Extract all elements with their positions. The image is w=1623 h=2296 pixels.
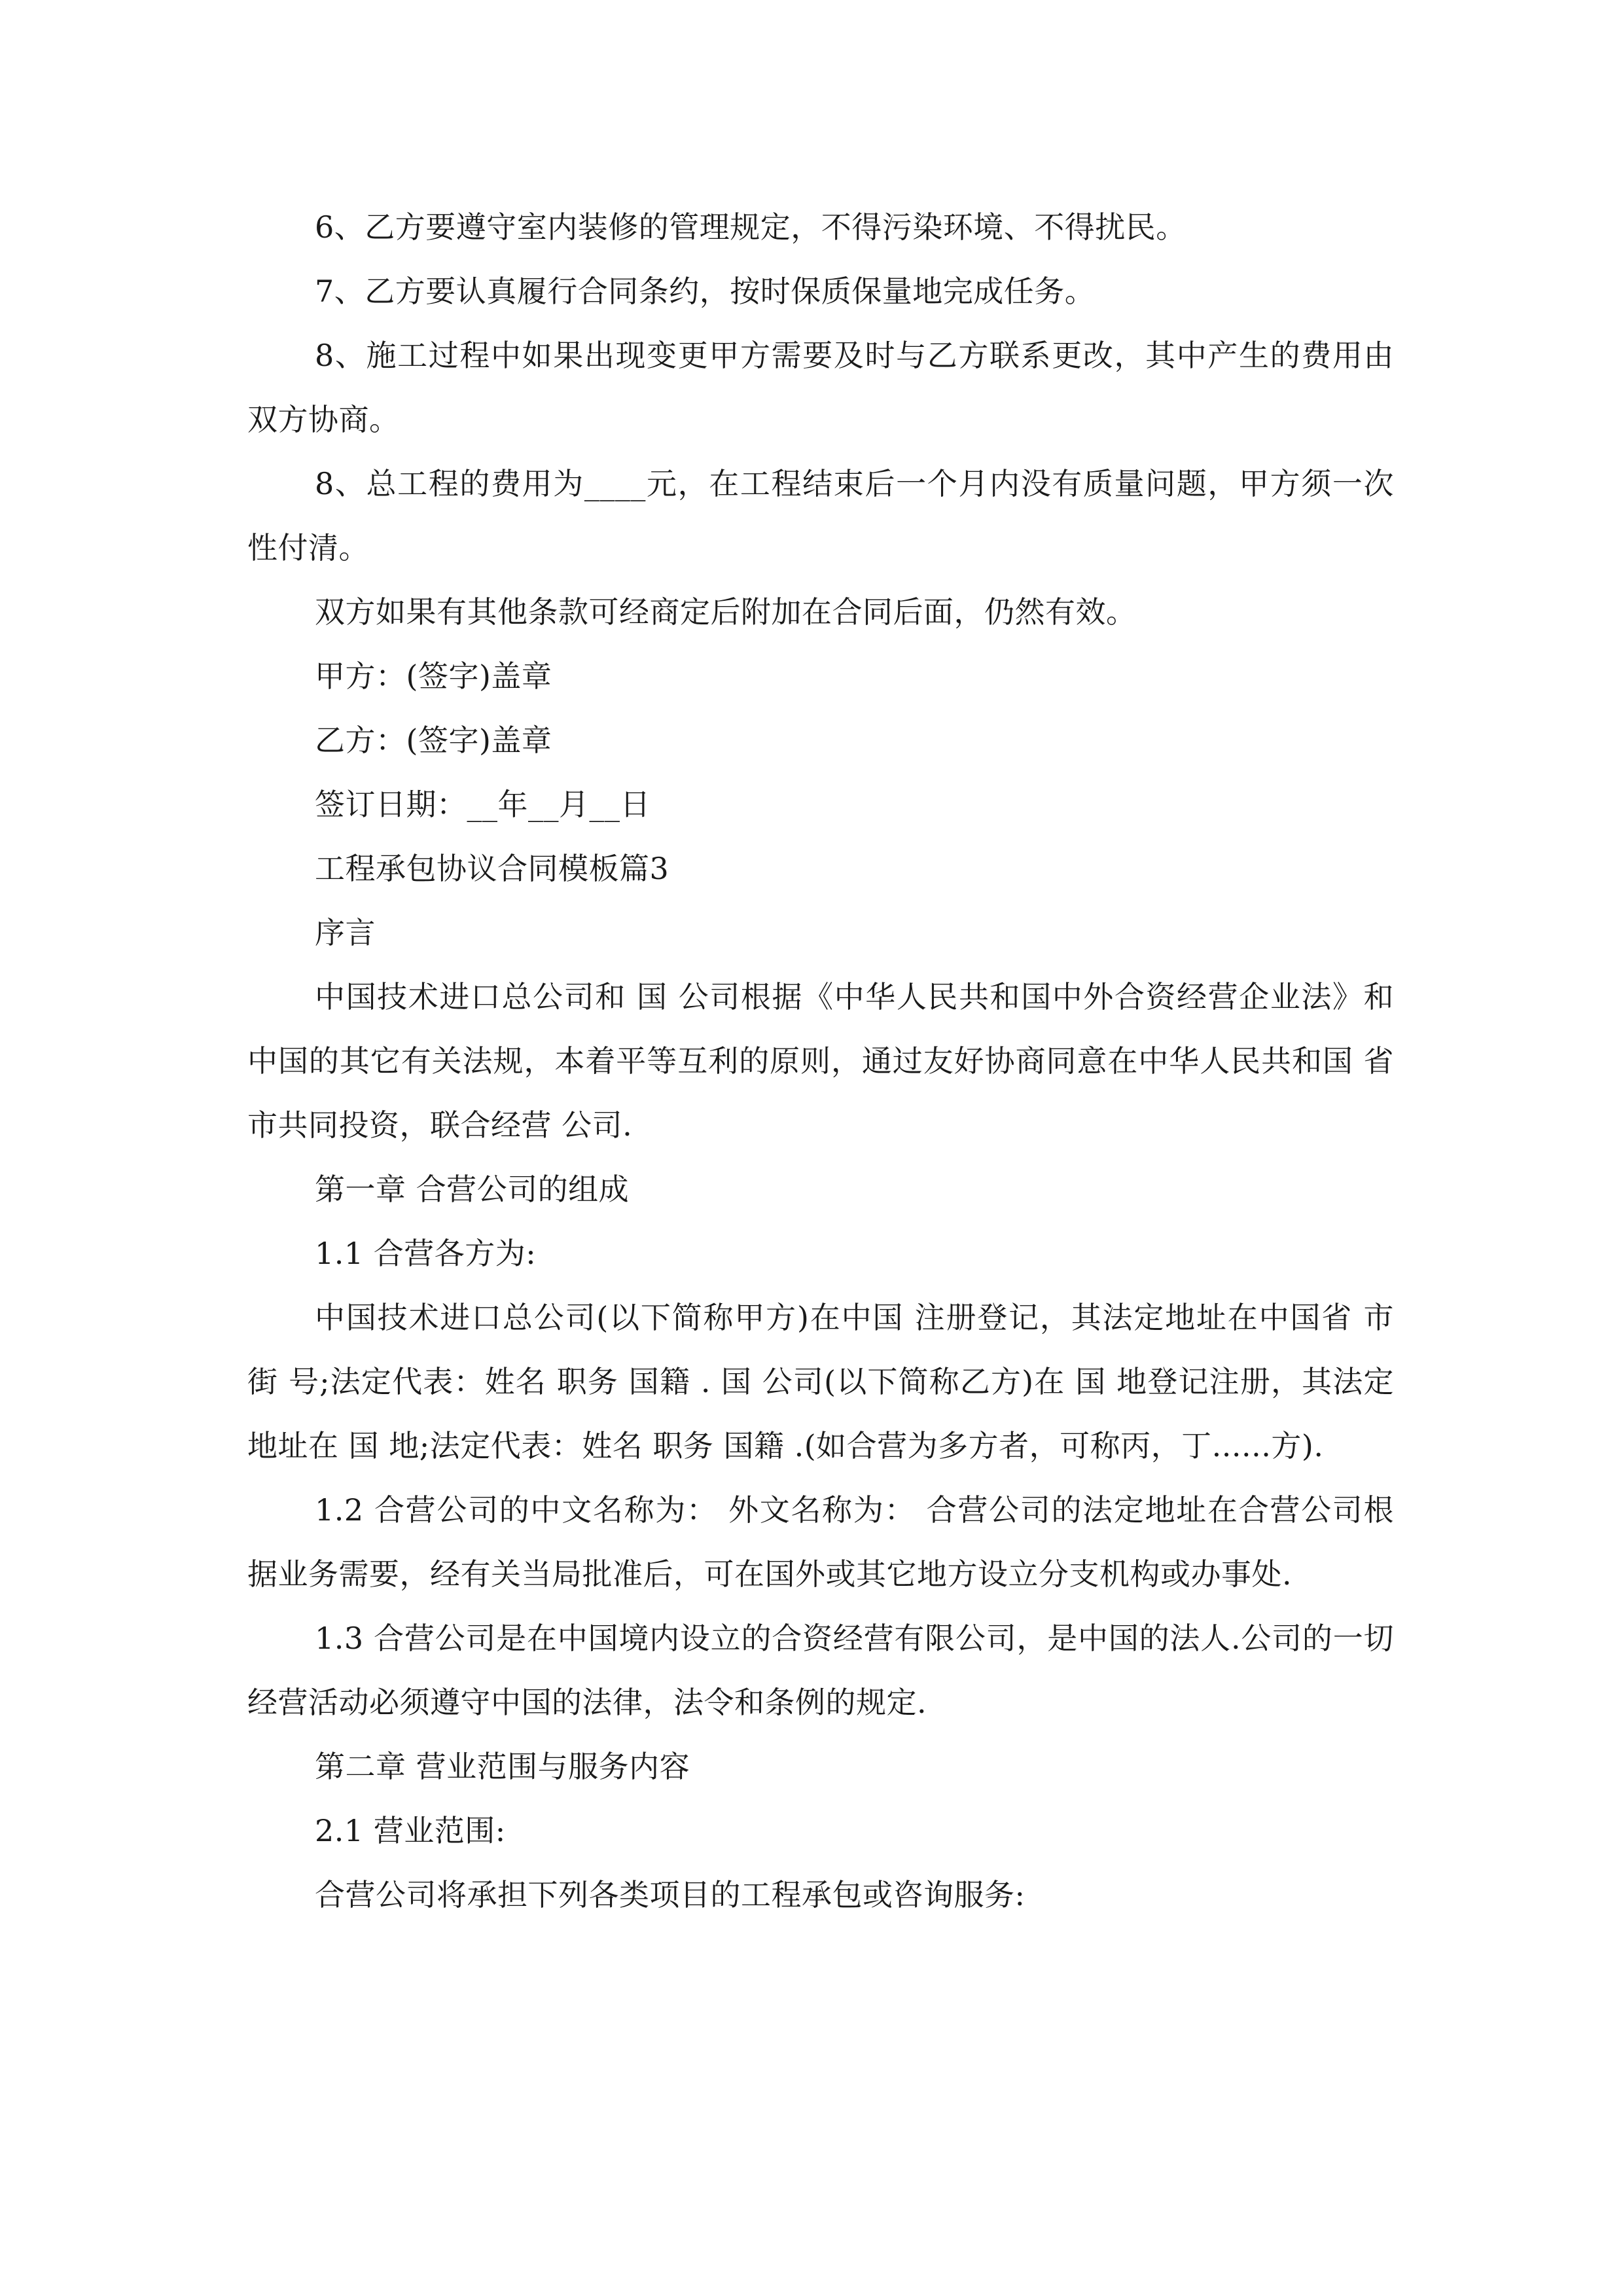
chapter-2-heading: 第二章 营业范围与服务内容: [315, 1749, 690, 1784]
clause-8-change-paragraph: 8、施工过程中如果出现变更甲方需要及时与乙方联系更改，其中产生的费用由双方协商。: [247, 338, 1394, 437]
clause-8-payment-paragraph: 8、总工程的费用为____元，在工程结束后一个月内没有质量问题，甲方须一次性付清。: [247, 466, 1394, 565]
party-a-signature-line: 甲方：(签字)盖章: [315, 658, 552, 694]
document-body: [247, 195, 1404, 1927]
article-1-3-paragraph: 1.3 合营公司是在中国境内设立的合资经营有限公司，是中国的法人.公司的一切经营活动必须遵守中国的法律，法令和条例的规定.: [247, 1621, 1394, 1720]
clause-6-paragraph: 6、乙方要遵守室内装修的管理规定，不得污染环境、不得扰民。: [315, 209, 1186, 245]
chapter-1-heading: 第一章 合营公司的组成: [315, 1172, 630, 1207]
section-title: 工程承包协议合同模板篇3: [315, 851, 669, 886]
preface-paragraph: 中国技术进口总公司和 国 公司根据《中华人民共和国中外合资经营企业法》和中国的其它有关法规，本着平等互利的原则，通过友好协商同意在中华人民共和国 省 市共同投资，联合经营 公司.: [247, 979, 1404, 1143]
signing-date-line: 签订日期：__年__月__日: [315, 787, 651, 822]
article-2-1-heading: 2.1 营业范围:: [315, 1813, 506, 1848]
party-b-signature-line: 乙方：(签字)盖章: [315, 723, 552, 758]
article-1-1-paragraph: 中国技术进口总公司(以下简称甲方)在中国 注册登记，其法定地址在中国省 市 街 号;法定代表：姓名 职务 国籍 . 国 公司(以下简称乙方)在 国 地登记注册，其法定地址在 国 地;法定代表：姓名 职务 国籍 .(如合营为多方者，可称丙，丁......方).: [247, 1300, 1404, 1463]
article-2-1-paragraph: 合营公司将承担下列各类项目的工程承包或咨询服务:: [315, 1877, 1026, 1912]
preface-heading: 序言: [315, 915, 376, 950]
article-1-1-heading: 1.1 合营各方为:: [315, 1236, 537, 1271]
clause-7-paragraph: 7、乙方要认真履行合同条约，按时保质保量地完成任务。: [315, 274, 1096, 309]
other-terms-paragraph: 双方如果有其他条款可经商定后附加在合同后面，仍然有效。: [315, 594, 1137, 630]
article-1-2-paragraph: 1.2 合营公司的中文名称为： 外文名称为： 合营公司的法定地址在合营公司根据业务需要，经有关当局批准后，可在国外或其它地方设立分支机构或办事处.: [247, 1492, 1394, 1592]
